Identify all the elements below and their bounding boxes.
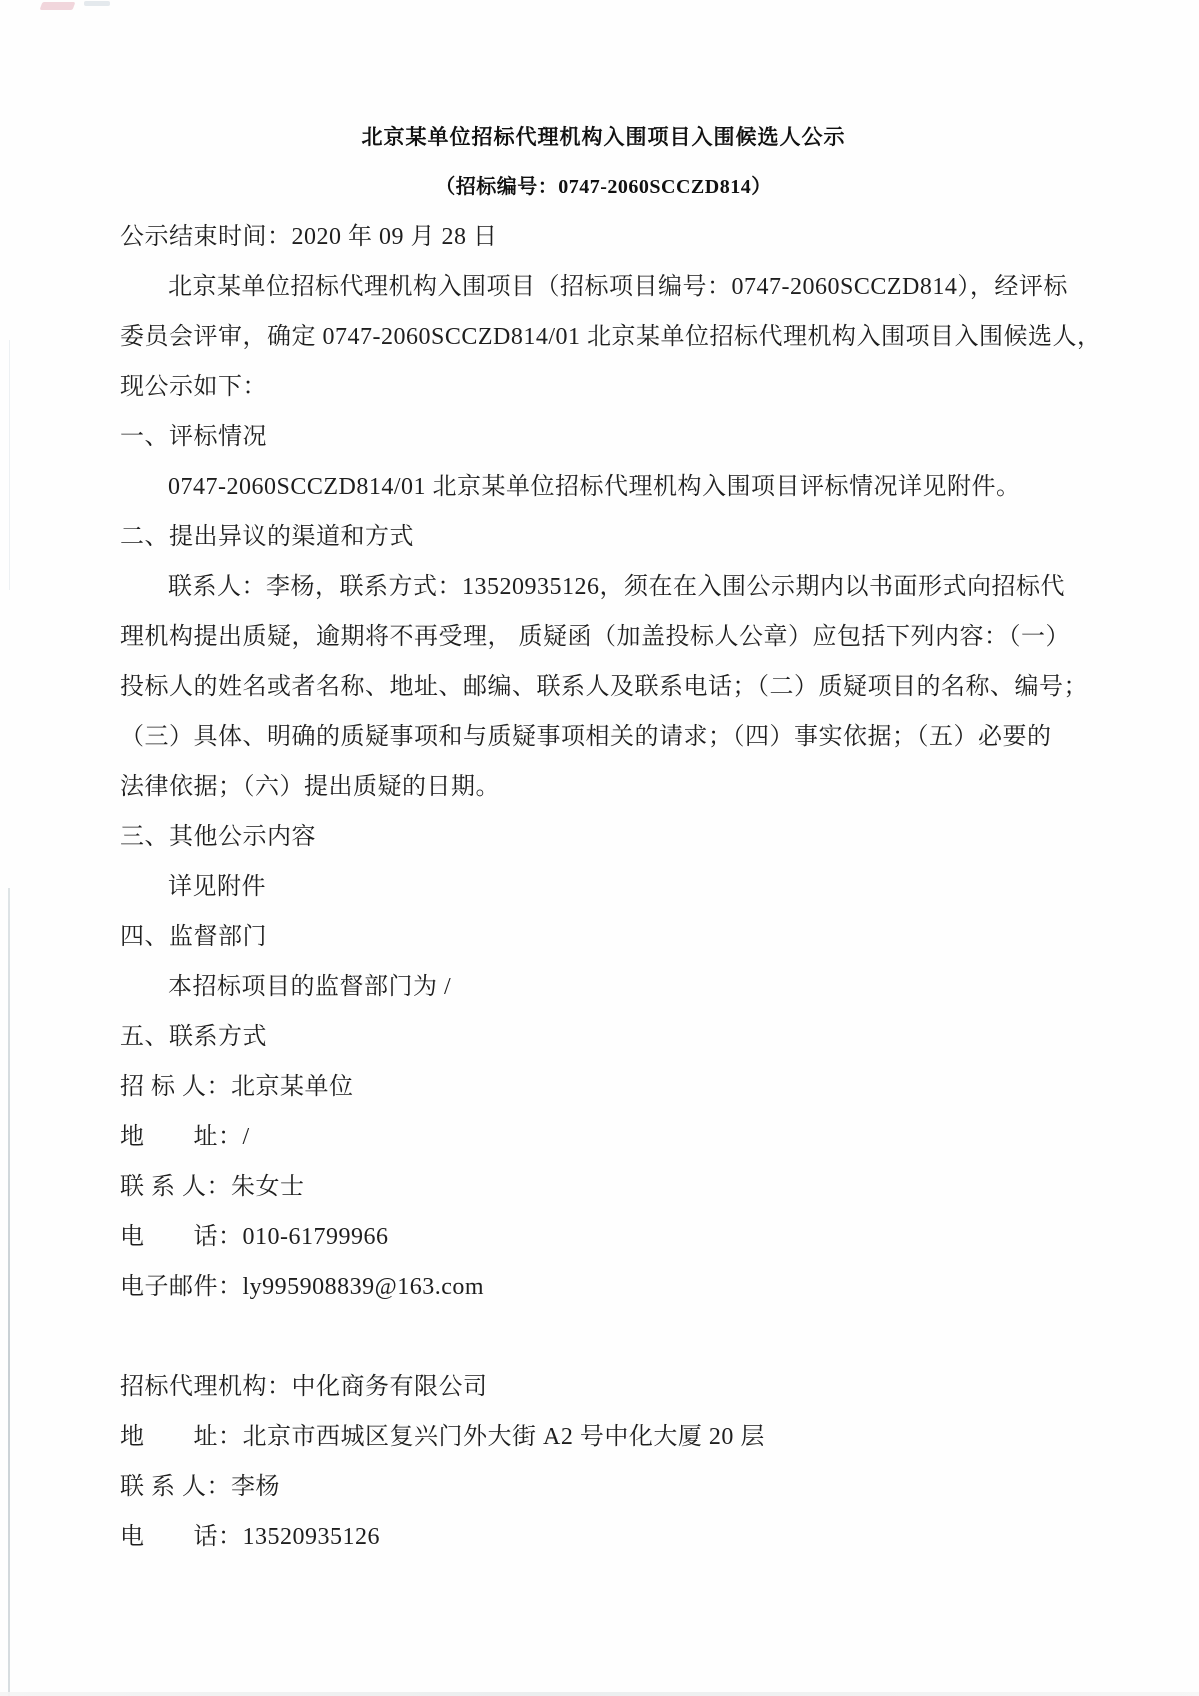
publicity-end-line: 公示结束时间：2020 年 09 月 28 日 — [120, 224, 498, 250]
section-4-heading: 四、监督部门 — [120, 924, 267, 950]
document-title: 北京某单位招标代理机构入围项目入围候选人公示 — [361, 125, 846, 149]
scan-artifact-red-mark — [40, 2, 76, 10]
section-2-body-line-2: 理机构提出质疑，逾期将不再受理， 质疑函（加盖投标人公章）应包括下列内容：（一） — [120, 624, 1070, 650]
intro-line-2: 委员会评审，确定 0747-2060SCCZD814/01 北京某单位招标代理机构入围项目入围候选人， — [120, 324, 1102, 350]
section-4-body-line: 本招标项目的监督部门为 / — [168, 974, 452, 1000]
intro-line-3: 现公示如下： — [120, 374, 267, 400]
section-2-body-line-4: （三）具体、明确的质疑事项和与质疑事项相关的请求；（四）事实依据；（五）必要的 — [120, 724, 1052, 750]
section-gap — [120, 1312, 1087, 1362]
scan-artifact-left-edge-line-faint — [9, 340, 10, 590]
intro-line-1: 北京某单位招标代理机构入围项目（招标项目编号：0747-2060SCCZD814），经评标 — [168, 274, 1068, 300]
section-5-heading: 五、联系方式 — [120, 1024, 267, 1050]
section-2-body-line-5: 法律依据；（六）提出质疑的日期。 — [120, 774, 500, 800]
tenderer-contact-person-line: 联 系 人：朱女士 — [120, 1174, 305, 1200]
scan-artifact-bottom-edge — [0, 1692, 1199, 1696]
section-2-body-line-1: 联系人：李杨，联系方式：13520935126，须在在入围公示期内以书面形式向招标代 — [168, 574, 1065, 600]
agency-contact-person-line: 联 系 人：李杨 — [120, 1474, 280, 1500]
agency-phone-line: 电 话：13520935126 — [120, 1524, 380, 1550]
section-2-body-line-3: 投标人的姓名或者名称、地址、邮编、联系人及联系电话；（二）质疑项目的名称、编号； — [120, 674, 1088, 700]
tenderer-email-line: 电子邮件：ly995908839@163.com — [120, 1274, 485, 1300]
scan-artifact-left-edge-line — [8, 888, 10, 1696]
section-3-heading: 三、其他公示内容 — [120, 824, 316, 850]
tender-number-subtitle: （招标编号：0747-2060SCCZD814） — [435, 176, 772, 198]
section-1-body-line: 0747-2060SCCZD814/01 北京某单位招标代理机构入围项目评标情况详见附件。 — [168, 474, 1021, 500]
agency-address-line: 地 址：北京市西城区复兴门外大街 A2 号中化大厦 20 层 — [120, 1424, 765, 1450]
scan-artifact-gray-mark — [84, 1, 110, 6]
section-1-heading: 一、评标情况 — [120, 424, 267, 450]
section-2-heading: 二、提出异议的渠道和方式 — [120, 524, 414, 550]
agency-name-line: 招标代理机构：中化商务有限公司 — [120, 1374, 488, 1400]
section-3-body-line: 详见附件 — [168, 874, 266, 900]
tenderer-phone-line: 电 话：010-61799966 — [120, 1224, 389, 1250]
tenderer-address-line: 地 址：/ — [120, 1124, 250, 1150]
tenderer-name-line: 招 标 人：北京某单位 — [120, 1074, 354, 1100]
